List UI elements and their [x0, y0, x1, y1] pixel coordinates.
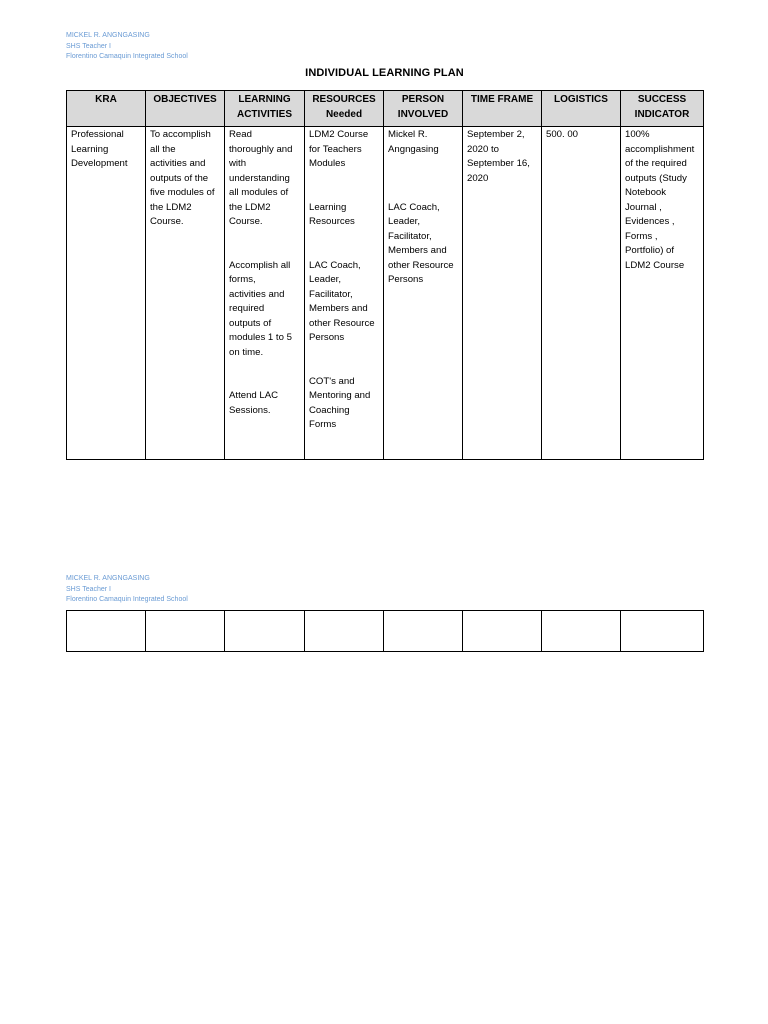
blank-cell: [305, 611, 384, 652]
table-row: [67, 127, 704, 460]
blank-cell: [384, 611, 463, 652]
cell-learning-activities: Read thoroughly and with understanding all modules of the LDM2 Course. Accomplish all forms, activities and required outputs of modules 1 to 5 on time. Attend LAC Sessions.: [225, 127, 305, 460]
header-objectives: OBJECTIVES: [146, 91, 225, 127]
blank-plan-table: [66, 610, 704, 652]
header-resources-needed: RESOURCES Needed: [305, 91, 384, 127]
header-learning-activities: LEARNING ACTIVITIES: [225, 91, 305, 127]
cell-resources-needed: LDM2 Course for Teachers Modules Learning Resources LAC Coach, Leader, Facilitator, Members and other Resource Persons COT's and Mentoring and Coaching Forms: [305, 127, 384, 460]
school-name: Florentino Camaquin Integrated School: [66, 596, 188, 603]
cell-kra: Professional Learning Development: [67, 127, 146, 460]
cell-time-frame: September 2, 2020 to September 16, 2020: [463, 127, 542, 460]
school-name: Florentino Camaquin Integrated School: [66, 53, 188, 60]
blank-cell: [146, 611, 225, 652]
blank-cell: [67, 611, 146, 652]
teacher-position: SHS Teacher I: [66, 585, 112, 593]
teacher-header-repeat: [66, 574, 188, 606]
header-success-indicator: SUCCESS INDICATOR: [621, 91, 704, 127]
teacher-name: MICKEL R. ANGNGASING: [66, 32, 150, 39]
teacher-name: MICKEL R. ANGNGASING: [66, 575, 150, 582]
blank-cell: [225, 611, 305, 652]
header-logistics: LOGISTICS: [542, 91, 621, 127]
blank-cell: [542, 611, 621, 652]
learning-plan-table: [66, 90, 704, 460]
header-time-frame: TIME FRAME: [463, 91, 542, 127]
cell-objectives: To accomplish all the activities and outputs of the five modules of the LDM2 Course.: [146, 127, 225, 460]
cell-logistics: 500. 00: [542, 127, 621, 460]
blank-cell: [621, 611, 704, 652]
table-row: [67, 611, 704, 652]
teacher-header: [66, 31, 188, 63]
teacher-position: SHS Teacher I: [66, 42, 112, 50]
blank-cell: [463, 611, 542, 652]
header-person-involved: PERSON INVOLVED: [384, 91, 463, 127]
header-kra: KRA: [67, 91, 146, 127]
cell-person-involved: Mickel R. Angngasing LAC Coach, Leader, Facilitator, Members and other Resource Persons: [384, 127, 463, 460]
table-header-row: [67, 91, 704, 127]
cell-success-indicator: 100% accomplishment of the required outputs (Study Notebook Journal , Evidences , Forms , Portfolio) of LDM2 Course: [621, 127, 704, 460]
page-title: INDIVIDUAL LEARNING PLAN: [305, 67, 464, 79]
